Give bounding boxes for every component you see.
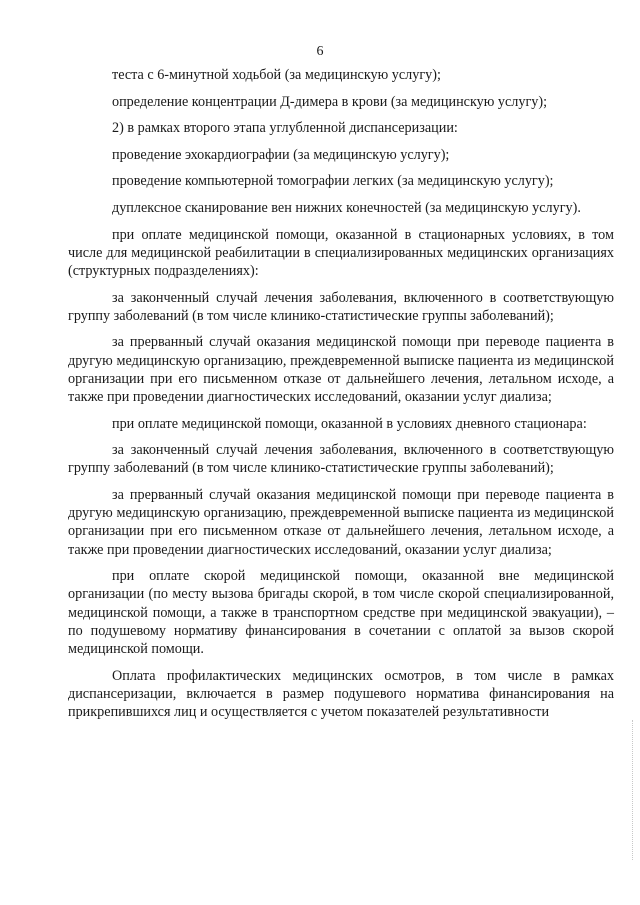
paragraph-2: определение концентрации Д-димера в крови (за медицинскую услугу); xyxy=(112,93,548,110)
paragraph-11: за законченный случай лечения заболевания, включенного в соответствующую группу заболеваний (в том числе клинико-статистические группы заболеваний); xyxy=(68,442,614,477)
page-number: 6 xyxy=(316,44,324,59)
scan-edge-mark xyxy=(632,720,634,860)
paragraph-5: проведение компьютерной томографии легких (за медицинскую услугу); xyxy=(112,173,554,190)
paragraph-3: 2) в рамках второго этапа углубленной диспансеризации: xyxy=(112,120,458,137)
paragraph-1: теста с 6-минутной ходьбой (за медицинскую услугу); xyxy=(112,67,441,83)
paragraph-7: при оплате медицинской помощи, оказанной в стационарных условиях, в том числе для медицинской реабилитации в специализированных медицинских организациях (структурных подразделениях): xyxy=(68,226,614,279)
paragraph-9: за прерванный случай оказания медицинской помощи при переводе пациента в другую медицинскую организацию, преждевременной выписке пациента из медицинской организации при его письменном отказе от дальнейшего лечения, летальном исходе, а также при проведении диагностических исследований, оказании услуг диализа; xyxy=(68,334,614,405)
paragraph-14: Оплата профилактических медицинских осмотров, в том числе в рамках диспансеризации, включается в размер подушевого норматива финансирования на прикрепившихся лиц и осуществляется с учетом показателей результативности xyxy=(68,667,614,720)
paragraph-4: проведение эхокардиографии (за медицинскую услугу); xyxy=(112,146,450,163)
document-body xyxy=(68,66,614,730)
paragraph-8: за законченный случай лечения заболевания, включенного в соответствующую группу заболеваний (в том числе клинико-статистические группы заболеваний); xyxy=(68,289,614,324)
paragraph-10: при оплате медицинской помощи, оказанной в условиях дневного стационара: xyxy=(112,415,587,432)
paragraph-13: при оплате скорой медицинской помощи, оказанной вне медицинской организации (по месту вызова бригады скорой, в том числе скорой специализированной, медицинской помощи, а также в транспортном средстве при медицинской эвакуации), – по подушевому нормативу финансирования в сочетании с оплатой за вызов скорой медицинской помощи. xyxy=(68,568,614,657)
paragraph-12: за прерванный случай оказания медицинской помощи при переводе пациента в другую медицинскую организацию, преждевременной выписке пациента из медицинской организации при его письменном отказе от дальнейшего лечения, летальном исходе, а также при проведении диагностических исследований, оказании услуг диализа; xyxy=(68,486,614,558)
paragraph-6: дуплексное сканирование вен нижних конечностей (за медицинскую услугу). xyxy=(112,199,581,216)
